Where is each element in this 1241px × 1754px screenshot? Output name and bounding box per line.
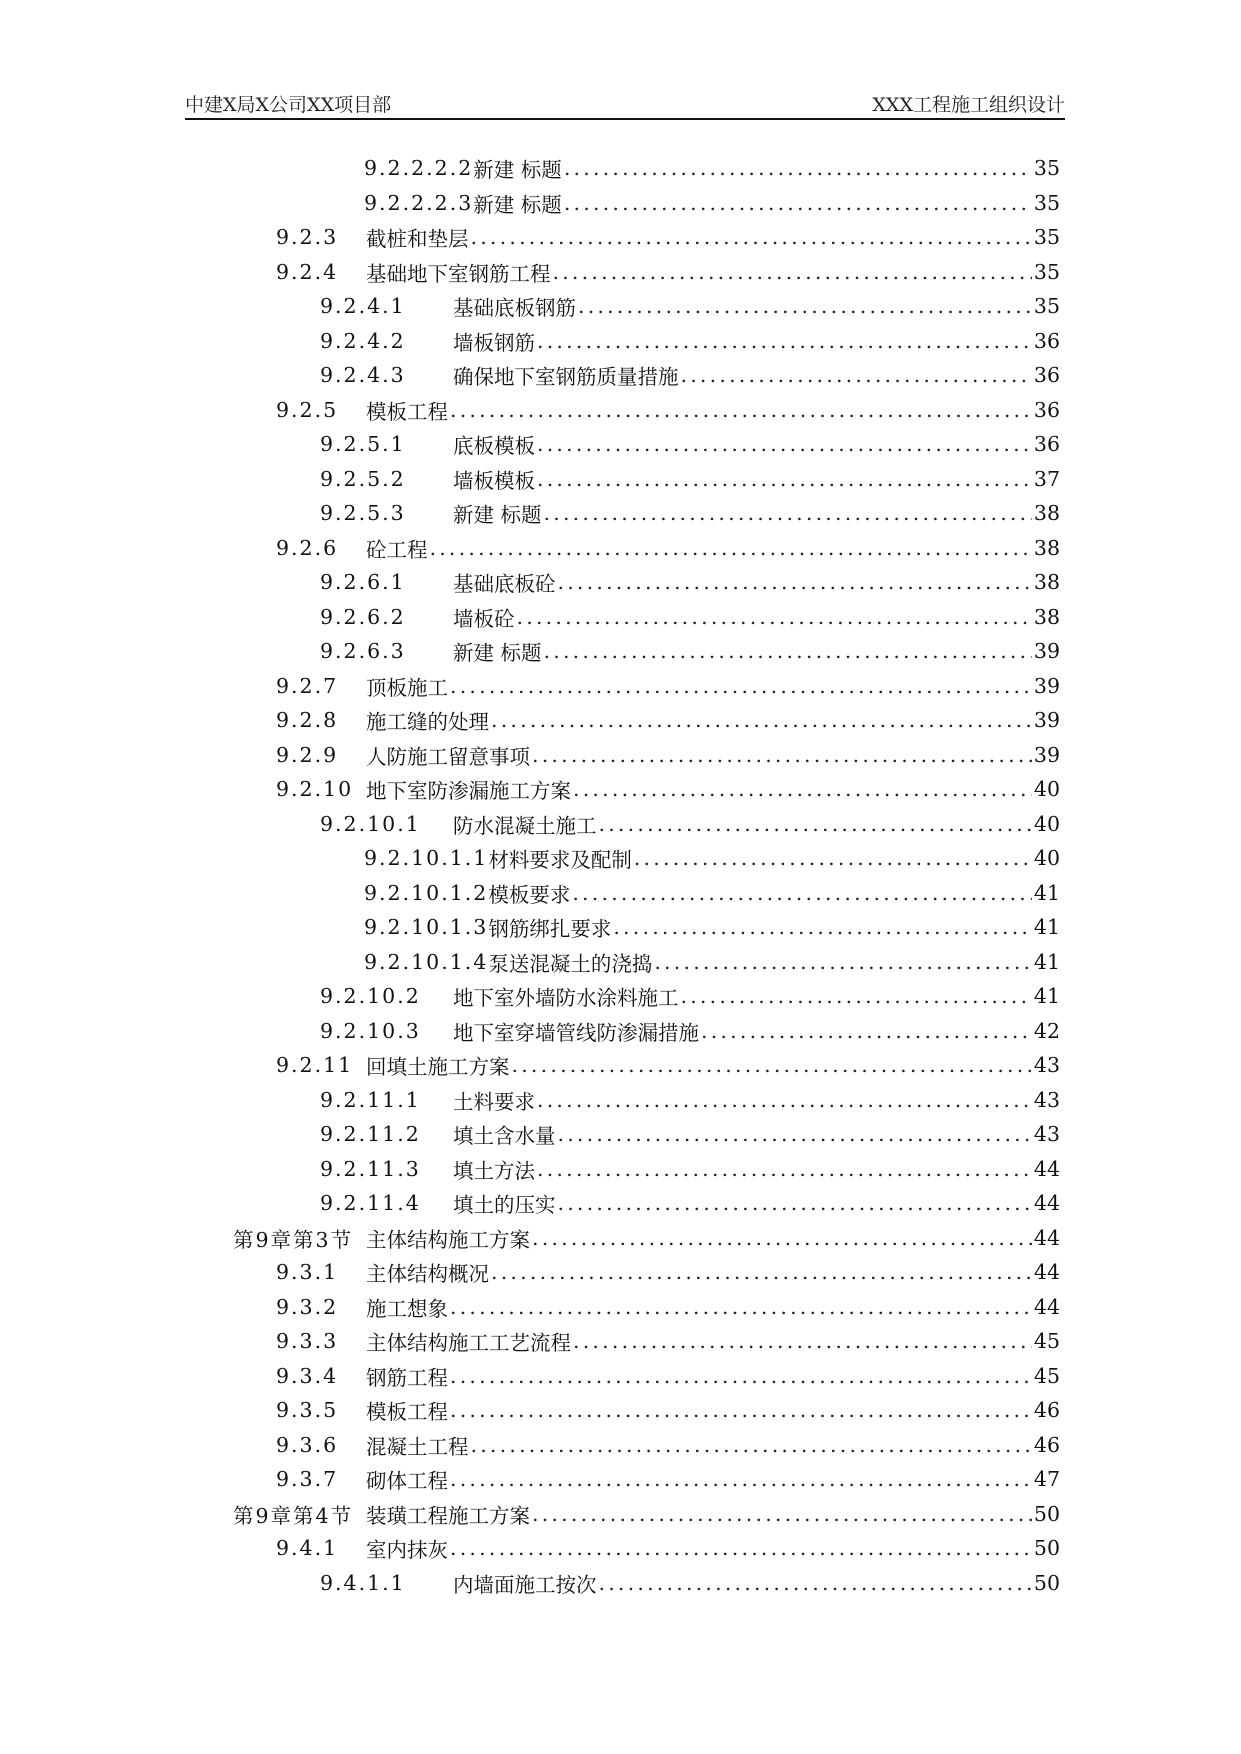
- toc-entry-title: 地下室穿墙管线防渗漏措施: [453, 1020, 699, 1045]
- toc-entry-number: 9.3.3: [276, 1329, 339, 1354]
- toc-entry-page: 40: [1033, 846, 1060, 871]
- toc-entry-number: 9.2.2.2.3: [364, 190, 474, 215]
- toc-leader-dots: [530, 1226, 1032, 1250]
- toc-leader-dots: [535, 329, 1032, 353]
- toc-leader-dots: [448, 398, 1032, 422]
- toc-entry-page: 50: [1033, 1501, 1060, 1526]
- toc-leader-dots: [448, 1536, 1032, 1560]
- toc-entry-number: 9.2.4.1: [320, 294, 406, 319]
- toc-leader-dots: [428, 536, 1032, 560]
- toc-leader-dots: [556, 1122, 1032, 1146]
- toc-entry-title: 基础底板砼: [453, 572, 556, 597]
- toc-entry[interactable]: [276, 1359, 1060, 1394]
- toc-entry-title: 填土方法: [453, 1158, 535, 1183]
- toc-entry-page: 43: [1033, 1122, 1060, 1147]
- toc-entry-page: 41: [1033, 915, 1060, 940]
- toc-entry-title: 新建 标题: [473, 192, 562, 217]
- toc-entry[interactable]: [276, 772, 1060, 807]
- toc-entry-number: 9.2.11: [276, 1053, 354, 1078]
- toc-entry-number: 9.2.6.1: [320, 570, 406, 595]
- toc-entry[interactable]: [320, 807, 1060, 842]
- toc-entry[interactable]: [276, 738, 1060, 773]
- toc-entry-number: 9.2.11.3: [320, 1156, 421, 1181]
- toc-leader-dots: [469, 1433, 1032, 1457]
- toc-entry-page: 38: [1033, 570, 1060, 595]
- toc-entry-title: 截桩和垫层: [366, 227, 469, 252]
- toc-leader-dots: [597, 812, 1032, 836]
- toc-entry-title: 主体结构施工工艺流程: [366, 1331, 571, 1356]
- toc-entry[interactable]: [276, 1393, 1060, 1428]
- toc-leader-dots: [448, 1467, 1032, 1491]
- toc-entry[interactable]: [320, 979, 1060, 1014]
- toc-entry-number: 9.3.6: [276, 1432, 339, 1457]
- toc-entry[interactable]: [276, 1290, 1060, 1325]
- toc-entry-title: 泵送混凝土的浇捣: [488, 951, 653, 976]
- toc-entry-page: 35: [1033, 294, 1060, 319]
- toc-entry-title: 顶板施工: [366, 675, 448, 700]
- toc-entry-title: 新建 标题: [473, 158, 562, 183]
- toc-entry-number: 9.3.5: [276, 1398, 339, 1423]
- toc-entry-page: 39: [1033, 673, 1060, 698]
- toc-entry-page: 44: [1033, 1260, 1060, 1285]
- toc-leader-dots: [535, 1157, 1032, 1181]
- toc-entry-title: 基础地下室钢筋工程: [366, 261, 551, 286]
- toc-leader-dots: [448, 1398, 1032, 1422]
- page-header: [185, 88, 1065, 120]
- toc-leader-dots: [510, 1053, 1032, 1077]
- toc-leader-dots: [562, 191, 1032, 215]
- toc-entry[interactable]: [320, 462, 1060, 497]
- toc-entry-number: 9.2.7: [276, 673, 339, 698]
- toc-entry-number: 9.2.4.3: [320, 363, 406, 388]
- toc-entry-page: 41: [1033, 949, 1060, 974]
- toc-entry-title: 材料要求及配制: [488, 848, 632, 873]
- toc-leader-dots: [556, 570, 1032, 594]
- toc-entry-title: 钢筋绑扎要求: [488, 917, 612, 942]
- toc-entry-page: 50: [1033, 1570, 1060, 1595]
- toc-entry[interactable]: [320, 1014, 1060, 1049]
- toc-entry-number: 9.2.10.1.4: [364, 949, 489, 974]
- toc-entry-number: 9.2.10.1.2: [364, 880, 489, 905]
- toc-leader-dots: [679, 363, 1032, 387]
- toc-leader-dots: [679, 984, 1032, 1008]
- toc-entry[interactable]: [320, 324, 1060, 359]
- toc-entry-number: 9.2.8: [276, 708, 339, 733]
- toc-entry-title: 填土的压实: [453, 1193, 556, 1218]
- toc-leader-dots: [448, 1295, 1032, 1319]
- toc-entry-number: 9.3.1: [276, 1260, 339, 1285]
- toc-entry-page: 35: [1033, 156, 1060, 181]
- toc-entry[interactable]: [276, 393, 1060, 428]
- toc-entry-number: 9.2.11.4: [320, 1191, 421, 1216]
- toc-leader-dots: [535, 1088, 1032, 1112]
- toc-entry-page: 36: [1033, 397, 1060, 422]
- toc-entry-number: 9.2.10.1.3: [364, 915, 489, 940]
- toc-entry-title: 地下室防渗漏施工方案: [366, 779, 571, 804]
- toc-leader-dots: [535, 467, 1032, 491]
- toc-entry-page: 43: [1033, 1087, 1060, 1112]
- toc-leader-dots: [448, 1364, 1032, 1388]
- toc-entry-number: 9.2.4: [276, 259, 339, 284]
- toc-leader-dots: [571, 777, 1032, 801]
- toc-entry-title: 施工想象: [366, 1296, 448, 1321]
- toc-entry-title: 模板工程: [366, 399, 448, 424]
- toc-entry-title: 模板要求: [488, 882, 571, 907]
- toc-entry-title: 内墙面施工按次: [453, 1572, 597, 1597]
- toc-leader-dots: [551, 260, 1032, 284]
- toc-leader-dots: [469, 225, 1032, 249]
- toc-leader-dots: [570, 881, 1032, 905]
- toc-entry-number: 9.2.5.2: [320, 466, 406, 491]
- toc-entry-title: 地下室外墙防水涂料施工: [453, 986, 679, 1011]
- toc-entry-title: 主体结构概况: [366, 1262, 489, 1287]
- toc-entry-number: 9.3.2: [276, 1294, 339, 1319]
- toc-leader-dots: [515, 605, 1032, 629]
- toc-entry-title: 主体结构施工方案: [366, 1227, 530, 1252]
- toc-entry-page: 38: [1033, 501, 1060, 526]
- toc-entry-page: 46: [1033, 1398, 1060, 1423]
- toc-entry-number: 9.2.10: [276, 777, 354, 802]
- toc-entry[interactable]: [364, 186, 1060, 221]
- toc-entry-number: 9.2.10.1.1: [364, 846, 489, 871]
- toc-entry-number: 9.2.6: [276, 535, 339, 560]
- toc-entry-number: 9.2.6.3: [320, 639, 406, 664]
- toc-entry[interactable]: [320, 358, 1060, 393]
- toc-entry-page: 35: [1033, 259, 1060, 284]
- toc-entry-page: 38: [1033, 604, 1060, 629]
- toc-leader-dots: [530, 1502, 1032, 1526]
- toc-entry-title: 底板模板: [453, 434, 535, 459]
- header-doc-title: XXX工程施工组织设计: [872, 94, 1065, 116]
- toc-entry-number: 9.2.11.1: [320, 1087, 421, 1112]
- toc-entry-title: 墙板砼: [453, 606, 515, 631]
- toc-entry[interactable]: [276, 1462, 1060, 1497]
- toc-leader-dots: [556, 1191, 1032, 1215]
- toc-leader-dots: [535, 432, 1032, 456]
- toc-leader-dots: [489, 1260, 1032, 1284]
- toc-entry[interactable]: [276, 669, 1060, 704]
- toc-entry[interactable]: [364, 876, 1060, 911]
- toc-entry-page: 50: [1033, 1536, 1060, 1561]
- toc-entry[interactable]: [276, 1428, 1060, 1463]
- toc-entry[interactable]: [233, 1221, 1060, 1256]
- toc-entry-title: 砌体工程: [366, 1469, 448, 1494]
- toc-entry[interactable]: [364, 910, 1060, 945]
- toc-entry-number: 9.2.5.3: [320, 501, 406, 526]
- toc-entry-title: 墙板钢筋: [453, 330, 535, 355]
- toc-entry[interactable]: [276, 1324, 1060, 1359]
- toc-entry-page: 45: [1033, 1329, 1060, 1354]
- toc-entry[interactable]: [320, 634, 1060, 669]
- toc-entry-number: 9.2.10.1: [320, 811, 421, 836]
- toc-entry-page: 44: [1033, 1191, 1060, 1216]
- toc-entry[interactable]: [276, 1048, 1060, 1083]
- toc-entry-page: 35: [1033, 190, 1060, 215]
- toc-entry-title: 新建 标题: [453, 641, 542, 666]
- toc-entry-number: 9.2.11.2: [320, 1122, 421, 1147]
- toc-entry-number: 9.2.5.1: [320, 432, 406, 457]
- toc-entry[interactable]: [276, 703, 1060, 738]
- toc-entry-page: 38: [1033, 535, 1060, 560]
- toc-entry[interactable]: [276, 531, 1060, 566]
- toc-entry-number: 第9章第4节: [233, 1503, 354, 1528]
- toc-entry[interactable]: [320, 600, 1060, 635]
- toc-entry[interactable]: [320, 1083, 1060, 1118]
- toc-entry-number: 9.2.2.2.2: [364, 156, 474, 181]
- toc-entry-page: 47: [1033, 1467, 1060, 1492]
- toc-entry[interactable]: [233, 1497, 1060, 1532]
- toc-entry-page: 44: [1033, 1156, 1060, 1181]
- toc-entry-title: 回填土施工方案: [366, 1055, 510, 1080]
- toc-entry-number: 9.3.7: [276, 1467, 339, 1492]
- toc-entry-page: 46: [1033, 1432, 1060, 1457]
- toc-entry-page: 44: [1033, 1225, 1060, 1250]
- toc-entry-page: 35: [1033, 225, 1060, 250]
- toc-entry-page: 40: [1033, 777, 1060, 802]
- toc-leader-dots: [530, 743, 1032, 767]
- toc-entry-title: 墙板模板: [453, 468, 535, 493]
- toc-entry[interactable]: [364, 151, 1060, 186]
- toc-leader-dots: [562, 156, 1032, 180]
- toc-entry[interactable]: [276, 1255, 1060, 1290]
- toc-entry-page: 45: [1033, 1363, 1060, 1388]
- toc-leader-dots: [542, 501, 1032, 525]
- toc-entry-page: 39: [1033, 639, 1060, 664]
- toc-entry-page: 37: [1033, 466, 1060, 491]
- toc-entry-title: 装璜工程施工方案: [366, 1503, 530, 1528]
- toc-entry-page: 39: [1033, 708, 1060, 733]
- toc-entry-title: 填土含水量: [453, 1124, 556, 1149]
- toc-leader-dots: [632, 846, 1032, 870]
- toc-entry-page: 39: [1033, 742, 1060, 767]
- toc-entry[interactable]: [320, 289, 1060, 324]
- toc-entry-title: 混凝土工程: [366, 1434, 469, 1459]
- toc-entry-page: 36: [1033, 432, 1060, 457]
- toc-leader-dots: [576, 294, 1032, 318]
- header-org: 中建X局X公司XX项目部: [185, 94, 392, 116]
- toc-leader-dots: [542, 639, 1032, 663]
- toc-entry[interactable]: [276, 1531, 1060, 1566]
- toc-entry-title: 室内抹灰: [366, 1538, 448, 1563]
- toc-entry-title: 钢筋工程: [366, 1365, 448, 1390]
- toc-entry[interactable]: [364, 945, 1060, 980]
- toc-entry-number: 9.2.10.2: [320, 984, 421, 1009]
- toc-entry-title: 砼工程: [366, 537, 428, 562]
- toc-entry-number: 9.3.4: [276, 1363, 339, 1388]
- toc-entry-title: 施工缝的处理: [366, 710, 489, 735]
- toc-entry[interactable]: [320, 496, 1060, 531]
- toc-entry[interactable]: [320, 565, 1060, 600]
- toc-entry-page: 36: [1033, 363, 1060, 388]
- toc-entry-number: 9.2.5: [276, 397, 339, 422]
- toc-entry-page: 41: [1033, 984, 1060, 1009]
- toc-entry[interactable]: [320, 1566, 1060, 1601]
- toc-entry-title: 土料要求: [453, 1089, 535, 1114]
- toc-entry[interactable]: [320, 1186, 1060, 1221]
- toc-entry-number: 9.2.4.2: [320, 328, 406, 353]
- toc-leader-dots: [652, 950, 1032, 974]
- toc-entry-number: 9.2.10.3: [320, 1018, 421, 1043]
- toc-leader-dots: [448, 674, 1032, 698]
- toc-entry-page: 36: [1033, 328, 1060, 353]
- toc-entry-title: 人防施工留意事项: [366, 744, 530, 769]
- toc-leader-dots: [571, 1329, 1032, 1353]
- toc-entry[interactable]: [364, 841, 1060, 876]
- toc-entry-number: 9.2.6.2: [320, 604, 406, 629]
- toc-entry-number: 9.4.1.1: [320, 1570, 406, 1595]
- toc-leader-dots: [489, 708, 1032, 732]
- toc-entry-number: 9.2.3: [276, 225, 339, 250]
- toc-entry-title: 新建 标题: [453, 503, 542, 528]
- toc-entry-title: 确保地下室钢筋质量措施: [453, 365, 679, 390]
- toc-entry-number: 9.2.9: [276, 742, 339, 767]
- toc-entry-number: 9.4.1: [276, 1536, 339, 1561]
- toc-entry[interactable]: [276, 255, 1060, 290]
- toc-leader-dots: [699, 1019, 1032, 1043]
- toc-entry-number: 第9章第3节: [233, 1227, 354, 1252]
- toc-entry-page: 44: [1033, 1294, 1060, 1319]
- toc-entry-title: 基础底板钢筋: [453, 296, 576, 321]
- toc-entry-page: 40: [1033, 811, 1060, 836]
- toc-entry-page: 42: [1033, 1018, 1060, 1043]
- toc-entry[interactable]: [320, 427, 1060, 462]
- toc-entry-title: 防水混凝土施工: [453, 813, 597, 838]
- toc-entry[interactable]: [320, 1152, 1060, 1187]
- toc-leader-dots: [611, 915, 1032, 939]
- toc-entry-title: 模板工程: [366, 1400, 448, 1425]
- toc-entry[interactable]: [320, 1117, 1060, 1152]
- toc-entry[interactable]: [276, 220, 1060, 255]
- toc-entry-page: 43: [1033, 1053, 1060, 1078]
- toc-entry-page: 41: [1033, 880, 1060, 905]
- toc-leader-dots: [597, 1571, 1032, 1595]
